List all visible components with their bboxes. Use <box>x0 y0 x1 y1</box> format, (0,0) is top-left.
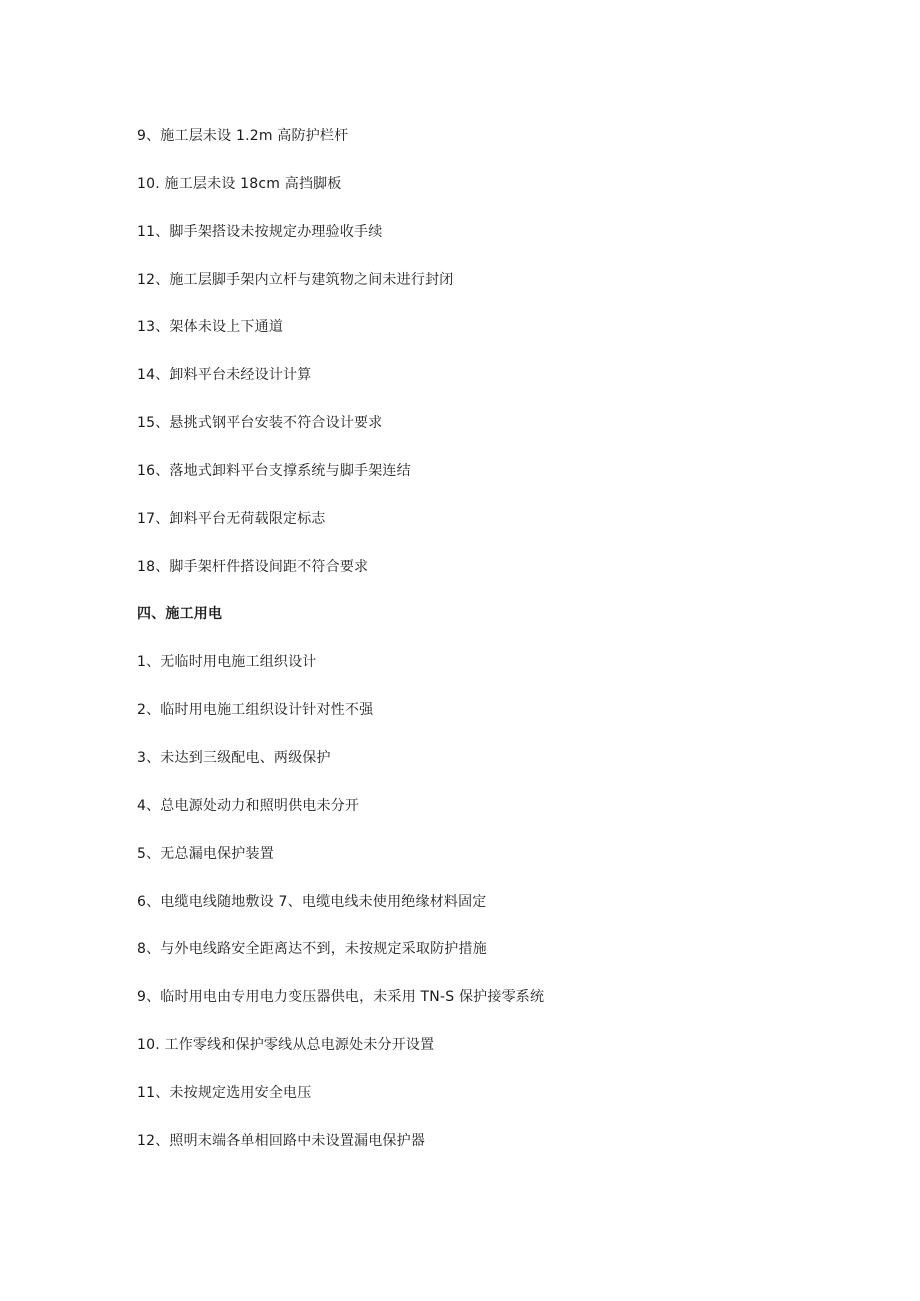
list-item: 12、照明末端各单相回路中未设置漏电保护器 <box>137 1132 426 1149</box>
list-item: 3、未达到三级配电、两级保护 <box>137 749 331 766</box>
list-item: 13、架体未设上下通道 <box>137 319 284 336</box>
list-item: 10. 工作零线和保护零线从总电源处未分开设置 <box>137 1037 435 1054</box>
list-item: 5、无总漏电保护装置 <box>137 845 274 862</box>
list-item: 16、落地式卸料平台支撑系统与脚手架连结 <box>137 462 411 479</box>
list-item: 11、脚手架搭设未按规定办理验收手续 <box>137 223 383 240</box>
list-item: 12、施工层脚手架内立杆与建筑物之间未进行封闭 <box>137 271 454 288</box>
section-heading: 四、施工用电 <box>137 606 223 623</box>
list-item: 18、脚手架杆件搭设间距不符合要求 <box>137 558 369 575</box>
list-item: 14、卸料平台未经设计计算 <box>137 367 312 384</box>
list-item: 8、与外电线路安全距离达不到，未按规定采取防护措施 <box>137 941 487 958</box>
list-item: 2、临时用电施工组织设计针对性不强 <box>137 702 374 719</box>
document-line-list <box>137 124 837 1177</box>
list-item: 4、总电源处动力和照明供电未分开 <box>137 797 360 814</box>
list-item: 17、卸料平台无荷载限定标志 <box>137 510 326 527</box>
list-item: 1、无临时用电施工组织设计 <box>137 654 317 671</box>
list-item: 15、悬挑式钢平台安装不符合设计要求 <box>137 415 383 432</box>
list-item: 6、电缆电线随地敷设 7、电缆电线未使用绝缘材料固定 <box>137 893 487 910</box>
list-item: 10. 施工层未设 18cm 高挡脚板 <box>137 175 342 192</box>
list-item: 11、未按规定选用安全电压 <box>137 1084 312 1101</box>
list-item: 9、施工层未设 1.2m 高防护栏杆 <box>137 128 349 144</box>
list-item: 9、临时用电由专用电力变压器供电，未采用 TN-S 保护接零系统 <box>137 989 545 1006</box>
